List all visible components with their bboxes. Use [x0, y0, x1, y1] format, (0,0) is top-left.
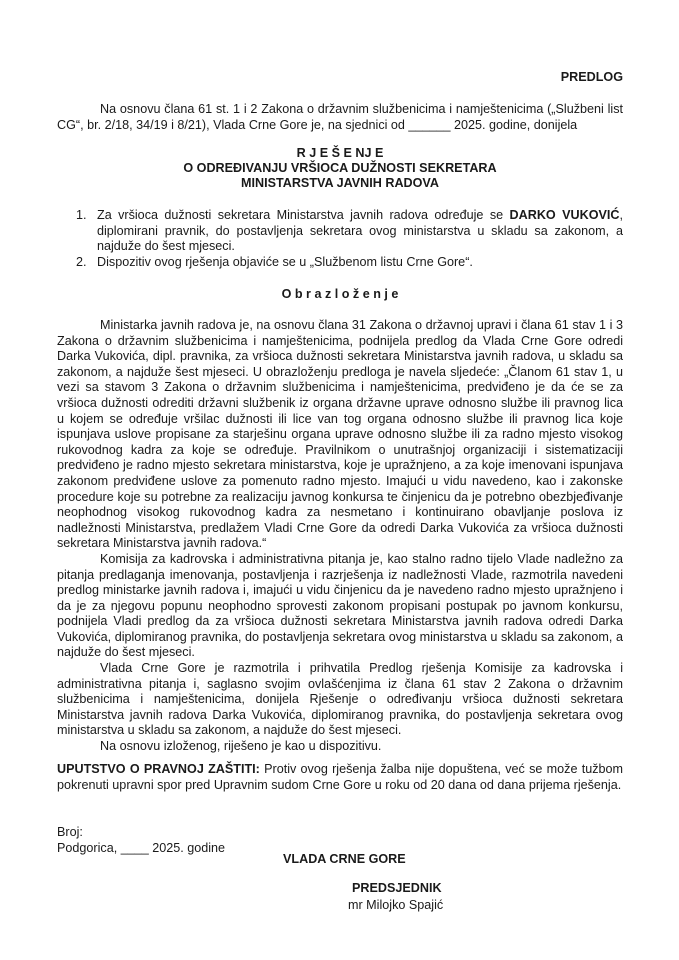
signatory-role: PREDSJEDNIK	[352, 881, 442, 895]
legal-remedy-text: Protiv ovog rješenja žalba nije dopuštena, već se može tužbom pokrenuti upravni spor pred Upravnim sudom Crne Gore u roku od 20 dana od dana prijema rješenja.	[57, 762, 623, 792]
item-text-before: Za vršioca dužnosti sekretara Ministarstva javnih radova određuje se	[97, 208, 510, 222]
item-number: 1.	[76, 208, 87, 222]
place-and-date: Podgorica, ____ 2025. godine	[57, 840, 226, 855]
item-text-after: , diplomirani pravnik, do postavljenja sekretara ovog ministarstva u skladu sa zakonom, a najduže do šest mjeseci.	[97, 208, 623, 254]
signatory-name: mr Milojko Spajić	[348, 898, 444, 912]
signing-institution: VLADA CRNE GORE	[283, 852, 406, 866]
reasoning-paragraph-3: Vlada Crne Gore je razmotrila i prihvatila Predlog rješenja Komisije za kadrovska i administrativna pitanja i, saglasno svojim ovlašćenjima iz člana 61 stav 2 Zakona o državnim službenicima i namještenicima, donijela Rješenje o određivanju vršioca dužnosti sekretara Ministarstva javnih radova Darka Vukovića, diplomiranog pravnika, do postavljenja sekretara ovog ministarstva u skladu sa zakonom, a najduže do šest mjeseci.	[57, 661, 623, 738]
draft-status-label: PREDLOG	[560, 70, 623, 84]
title-subject-line2: MINISTARSTVA JAVNIH RADOVA	[240, 176, 439, 190]
reasoning-paragraph-2: Komisija za kadrovska i administrativna pitanja je, kao stalno radno tijelo Vlade nadležno za pitanja predlaganja imenovanja, postavljenja i razrješenja iz nadležnosti Vlade, razmotrila navedeni predlog ministarke javnih radova i, imajući u vidu činjenicu da je navedeno radno mjesto upražnjeno i da je za njegovu popunu neophodno sprovesti zakonom propisani postupak po javnom konkursu, podnijela Vladi predlog da za vršioca dužnosti sekretara Ministarstva javnih radova odredi Darka Vukovića, diplomiranog pravnika, do postavljenja sekretara ovog ministarstva u skladu sa zakonom, a najduže do šest mjeseci.	[57, 551, 623, 660]
reasoning-body	[57, 318, 623, 755]
document-number: Broj:	[57, 825, 83, 839]
dispositive-item-2	[57, 255, 623, 271]
reasoning-paragraph-1: Ministarka javnih radova je, na osnovu člana 31 Zakona o državnoj upravi i člana 61 stav 1 i 3 Zakona o državnim službenicima i namještenicima, podnijela predlog da Vlada Crne Gore odredi Darka Vukovića, dipl. pravnika, za vršioca dužnosti sekretara Ministarstva javnih radova, u skladu sa zakonom, a najduže šest mjeseci. U obrazloženju predloga je navela sljedeće: „Članom 61 stav 1, u vezi sa stavom 3 Zakona o državnim službenicima i namještenicima, predviđeno je da će se za vršioca dužnosti odrediti državni službenik iz organa državne uprave odnosno službe ili pravnog lica u kojem se određuje vršilac dužnosti ili lice van tog organa odnosno službe ili pravnog lica koje ispunjava uslove propisane za starješinu organa uprave odnosno službe ili za radno mjesto visokog rukovodnog kadra za koje se određuje. Pravilnikom o unutrašnjoj organizaciji i sistematizaciji predviđeno je radno mjesto sekretara ministarstva, koje je upražnjeno, a za koje imenovani ispunjava zakonom predviđene uslove za pomenuto radno mjesto. Imajući u vidu navedeno, kao i zakonske procedure koje su potrebne za realizaciju javnog konkursa te činjenicu da je potrebno obezbjeđivanje neophodnog visokog rukovodnog kadra za nesmetano i kontinuirano obavljanje poslova iz nadležnosti Ministarstva, predlažem Vladi Crne Gore da odredi Darka Vukovića za vršioca dužnosti sekretara Ministarstva javnih radova.“	[57, 318, 623, 551]
reasoning-heading: O b r a z l o ž e n j e	[281, 287, 399, 301]
legal-remedy-label: UPUTSTVO O PRAVNOJ ZAŠTITI:	[57, 762, 260, 776]
dispositive-item-1	[57, 208, 623, 255]
title-decision: R J E Š E NJ E	[296, 146, 384, 160]
item-number: 2.	[76, 254, 87, 269]
item-text: Dispozitiv ovog rješenja objaviće se u „Službenom listu Crne Gore“.	[97, 254, 473, 269]
preamble-paragraph: Na osnovu člana 61 st. 1 i 2 Zakona o državnim službenicima i namještenicima („Službeni list CG“, br. 2/18, 34/19 i 8/21), Vlada Crne Gore je, na sjednici od ______ 2025. godine, donijela	[57, 102, 623, 132]
document-title	[57, 146, 623, 191]
title-subject-line1: O ODREĐIVANJU VRŠIOCA DUŽNOSTI SEKRETARA	[183, 161, 497, 175]
reasoning-paragraph-4: Na osnovu izloženog, riješeno je kao u dispozitivu.	[100, 739, 382, 754]
appointee-name: DARKO VUKOVIĆ	[509, 208, 620, 222]
legal-remedy-instruction	[57, 762, 623, 793]
dispositive-list	[57, 208, 623, 270]
